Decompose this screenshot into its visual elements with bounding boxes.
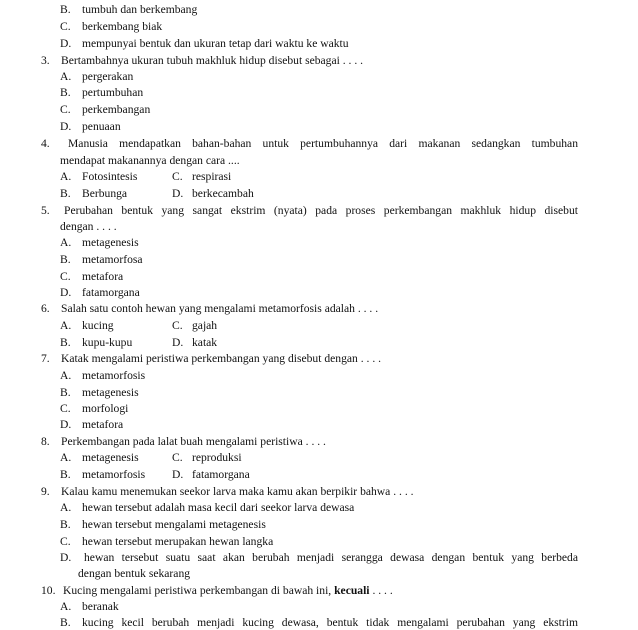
q3-option-b: B. pertumbuhan — [60, 86, 144, 99]
q5-option-d: D. fatamorgana — [60, 286, 140, 299]
q5-option-c: C. metafora — [60, 270, 124, 283]
q6-question: 6. Salah satu contoh hewan yang mengalami metamorfosis adalah . . . . — [41, 302, 379, 315]
q8-option-a: A. metagenesis — [60, 451, 139, 464]
q4-option-c: C. respirasi — [172, 170, 232, 183]
q6-option-d: D. katak — [172, 336, 218, 349]
q2-option-d: D. mempunyai bentuk dan ukuran tetap dari waktu ke waktu — [60, 37, 349, 50]
q9-question: 9. Kalau kamu menemukan seekor larva maka kamu akan berpikir bahwa . . . . — [41, 485, 414, 498]
q8-option-d: D. fatamorgana — [172, 468, 250, 481]
q10-option-b-letter: B. — [60, 616, 71, 629]
q6-option-c: C. gajah — [172, 319, 218, 332]
q10-option-a: A. beranak — [60, 600, 119, 613]
q5-question-line2: dengan . . . . — [60, 220, 117, 233]
q8-option-c: C. reproduksi — [172, 451, 242, 464]
q3-option-d: D. penuaan — [60, 120, 121, 133]
q8-question: 8. Perkembangan pada lalat buah mengalami peristiwa . . . . — [41, 435, 326, 448]
q9-option-b: B. hewan tersebut mengalami metagenesis — [60, 518, 266, 531]
q3-option-a: A. pergerakan — [60, 70, 134, 83]
q9-option-d-line2: dengan bentuk sekarang — [78, 567, 191, 580]
q7-option-d: D. metafora — [60, 418, 124, 431]
q7-question: 7. Katak mengalami peristiwa perkembangan yang disebut dengan . . . . — [41, 352, 382, 365]
q4-question-line2: mendapat makanannya dengan cara .... — [60, 154, 240, 167]
q7-option-a: A. metamorfosis — [60, 369, 146, 382]
q3-question: 3. Bertambahnya ukuran tubuh makhluk hidup disebut sebagai . . . . — [41, 54, 364, 67]
q4-number: 4. — [41, 137, 50, 150]
q7-option-c: C. morfologi — [60, 402, 129, 415]
q4-option-d: D. berkecambah — [172, 187, 254, 200]
q3-option-c: C. perkembangan — [60, 103, 151, 116]
q10-question: 10. Kucing mengalami peristiwa perkembangan di bawah ini, kecuali . . . . — [41, 584, 393, 597]
q9-option-c: C. hewan tersebut merupakan hewan langka — [60, 535, 274, 548]
q9-option-d-letter: D. — [60, 551, 72, 564]
q2-option-b: B. tumbuh dan berkembang — [60, 3, 198, 16]
q4-option-a: A. Fotosintesis — [60, 170, 138, 183]
q4-option-b: B. Berbunga — [60, 187, 128, 200]
q10-option-b-text: kucing kecil berubah menjadi kucing dewasa, bentuk tidak mengalami perubahan yang ekstrim — [82, 616, 578, 629]
q7-option-b: B. metagenesis — [60, 386, 139, 399]
q5-question-line1: Perubahan bentuk yang sangat ekstrim (nyata) pada proses perkembangan makhluk hidup disebut — [64, 204, 578, 217]
q6-option-a: A. kucing — [60, 319, 114, 332]
q10-emphasis: kecuali — [334, 584, 370, 597]
q4-question-line1: Manusia mendapatkan bahan-bahan untuk pertumbuhannya dari makanan sedangkan tumbuhan — [68, 137, 578, 150]
q9-option-d-line1: hewan tersebut suatu saat akan berubah menjadi serangga dewasa dengan bentuk yang berbeda — [84, 551, 578, 564]
q9-option-a: A. hewan tersebut adalah masa kecil dari seekor larva dewasa — [60, 501, 355, 514]
q6-option-b: B. kupu-kupu — [60, 336, 133, 349]
q2-option-c: C. berkembang biak — [60, 20, 163, 33]
q8-option-b: B. metamorfosis — [60, 468, 146, 481]
q5-option-a: A. metagenesis — [60, 236, 139, 249]
q5-number: 5. — [41, 204, 50, 217]
q5-option-b: B. metamorfosa — [60, 253, 143, 266]
